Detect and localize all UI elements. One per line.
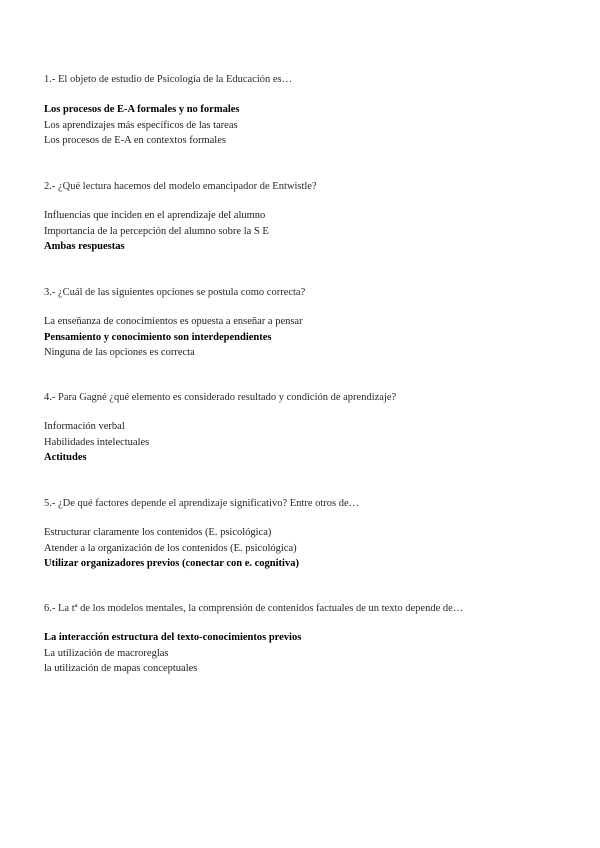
q5-option-b: Atender a la organización de los contenidos (E. psicológica)	[44, 542, 297, 554]
q2-option-b: Importancia de la percepción del alumno sobre la S E	[44, 225, 269, 237]
q4-option-a: Información verbal	[44, 421, 125, 432]
q2-option-a: Influencias que inciden en el aprendizaje del alumno	[44, 210, 266, 221]
q6-option-a: La interacción estructura del texto-conocimientos previos	[44, 632, 302, 643]
q3-option-c: Ninguna de las opciones es correcta	[44, 347, 195, 358]
question-5-options	[44, 525, 564, 572]
q5-option-a: Estructurar claramente los contenidos (E. psicológica)	[44, 527, 272, 538]
q1-option-b: Los aprendizajes más específicos de las tareas	[44, 119, 238, 131]
q5-option-c: Utilizar organizadores previos (conectar con e. cognitiva)	[44, 558, 299, 569]
q4-option-c: Actitudes	[44, 452, 87, 463]
q1-option-c: Los procesos de E-A en contextos formales	[44, 135, 226, 146]
question-5: 5.- ¿De qué factores depende el aprendizaje significativo? Entre otros de…	[44, 498, 360, 509]
question-6: 6.- La tª de los modelos mentales, la comprensión de contenidos factuales de un texto depende de…	[44, 603, 464, 614]
question-1-options	[44, 102, 564, 149]
question-4: 4.- Para Gagné ¿qué elemento es considerado resultado y condición de aprendizaje?	[44, 392, 397, 403]
q2-option-c: Ambas respuestas	[44, 241, 125, 252]
q6-option-c: la utilización de mapas conceptuales	[44, 663, 198, 674]
question-1: 1.- El objeto de estudio de Psicología de la Educación es…	[44, 74, 293, 85]
question-6-options	[44, 630, 564, 677]
question-3-options	[44, 314, 564, 361]
question-2: 2.- ¿Qué lectura hacemos del modelo emancipador de Entwistle?	[44, 181, 317, 192]
q3-option-a: La enseñanza de conocimientos es opuesta a enseñar a pensar	[44, 316, 303, 327]
q6-option-b: La utilización de macroreglas	[44, 647, 169, 659]
q3-option-b: Pensamiento y conocimiento son interdependientes	[44, 331, 272, 343]
question-3: 3.- ¿Cuál de las siguientes opciones se postula como correcta?	[44, 287, 306, 298]
q1-option-a: Los procesos de E-A formales y no formales	[44, 104, 240, 115]
q4-option-b: Habilidades intelectuales	[44, 436, 150, 448]
question-2-options	[44, 208, 564, 255]
question-4-options	[44, 419, 564, 466]
